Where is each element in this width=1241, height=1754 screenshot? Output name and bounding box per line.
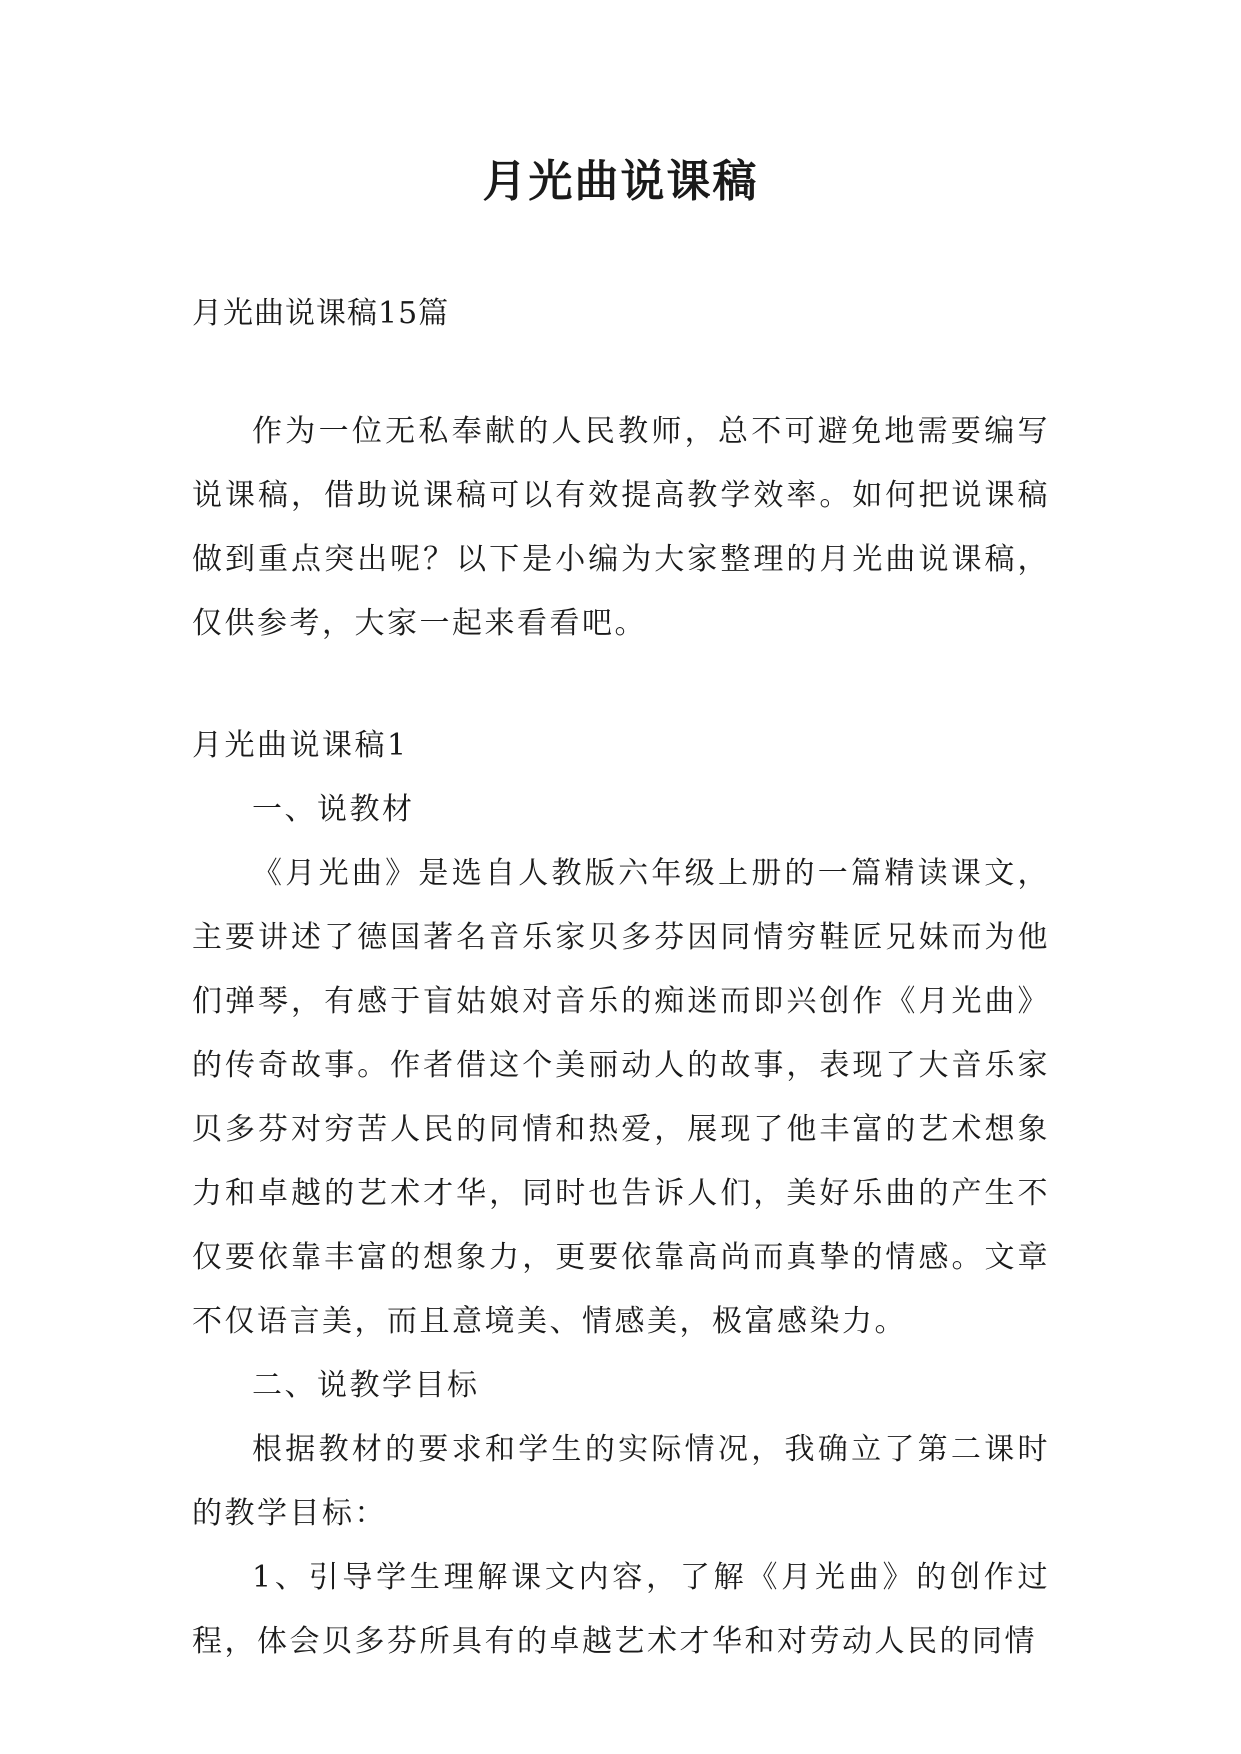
section-label: 月光曲说课稿1 — [192, 728, 409, 763]
document-title: 月光曲说课稿 — [482, 156, 759, 207]
section-heading-teaching-goals: 二、说教学目标 — [252, 1368, 480, 1403]
paragraph-teaching-goals: 根据教材的要求和学生的实际情况，我确立了第二课时的教学目标： — [192, 1432, 1050, 1531]
document-body — [192, 400, 1050, 1674]
paragraph-goal-item-1: 1、引导学生理解课文内容，了解《月光曲》的创作过程，体会贝多芬所具有的卓越艺术才华和对劳动人民的同情 — [192, 1560, 1050, 1659]
paragraph-teaching-material: 《月光曲》是选自人教版六年级上册的一篇精读课文，主要讲述了德国著名音乐家贝多芬因同情穷鞋匠兄妹而为他们弹琴，有感于盲姑娘对音乐的痴迷而即兴创作《月光曲》的传奇故事。作者借这个美丽动人的故事，表现了大音乐家贝多芬对穷苦人民的同情和热爱，展现了他丰富的艺术想象力和卓越的艺术才华，同时也告诉人们，美好乐曲的产生不仅要依靠丰富的想象力，更要依靠高尚而真挚的情感。文章不仅语言美，而且意境美、情感美，极富感染力。 — [192, 856, 1050, 1339]
section-heading-teaching-material: 一、说教材 — [252, 792, 415, 827]
intro-paragraph: 作为一位无私奉献的人民教师，总不可避免地需要编写说课稿，借助说课稿可以有效提高教学效率。如何把说课稿做到重点突出呢？以下是小编为大家整理的月光曲说课稿，仅供参考，大家一起来看看吧。 — [192, 414, 1050, 641]
document-subtitle: 月光曲说课稿15篇 — [192, 296, 450, 331]
